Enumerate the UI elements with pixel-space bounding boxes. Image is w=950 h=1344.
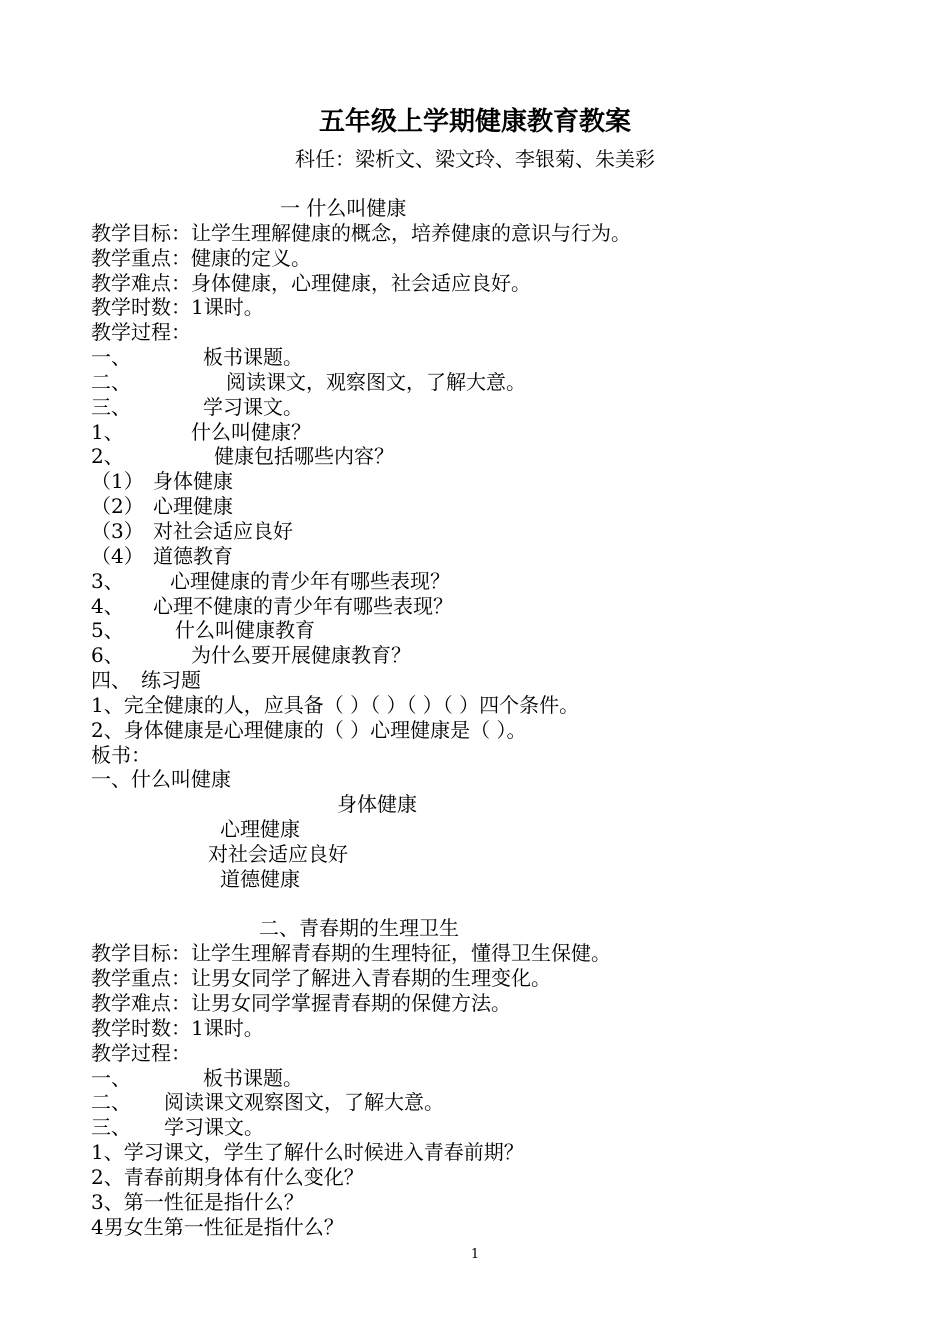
question-text: 心理不健康的青少年有哪些表现？ — [153, 593, 453, 618]
question-number: 3、 — [91, 568, 124, 593]
board-title: 一、什么叫健康 — [91, 767, 231, 792]
question-item: 3、第一性征是指什么？ — [91, 1189, 304, 1214]
question-item — [91, 420, 891, 445]
step-text: 阅读课文，观察图文，了解大意。 — [226, 369, 526, 394]
step-text: 板书课题。 — [203, 1065, 303, 1090]
process-step — [91, 395, 891, 420]
sub-item-text: 心理健康 — [153, 494, 233, 519]
question-text: 健康包括哪些内容？ — [214, 444, 394, 469]
process-step — [91, 345, 891, 370]
document-subtitle: 科任：梁析文、梁文玲、李银菊、朱美彩 — [295, 147, 655, 171]
step-text: 学习课文。 — [164, 1115, 264, 1140]
practice-label: 练习题 — [141, 668, 201, 693]
step-number: 一、 — [91, 1065, 131, 1090]
process-step — [91, 1115, 891, 1140]
board-item — [91, 817, 891, 842]
page-number: 1 — [470, 1247, 480, 1262]
sub-item-text: 道德教育 — [153, 543, 233, 568]
question-text: 为什么要开展健康教育？ — [191, 643, 411, 668]
question-number: 2、 — [91, 444, 124, 469]
question-item — [91, 569, 891, 594]
board-item-text: 心理健康 — [220, 817, 300, 842]
teaching-process-label: 教学过程： — [91, 320, 191, 345]
question-number: 6、 — [91, 643, 124, 668]
step-number: 一、 — [91, 345, 131, 370]
sub-item-number: （1） — [91, 469, 144, 494]
sub-item-number: （3） — [91, 518, 144, 543]
question-item — [91, 643, 891, 668]
step-text: 板书课题。 — [203, 345, 303, 370]
teaching-goal: 教学目标：让学生理解健康的概念，培养健康的意识与行为。 — [91, 220, 631, 245]
board-item — [91, 842, 891, 867]
teaching-goal: 教学目标：让学生理解青春期的生理特征，懂得卫生保健。 — [91, 941, 611, 966]
process-step — [91, 370, 891, 395]
board-item — [91, 867, 891, 892]
teaching-difficulty: 教学难点：让男女同学掌握青春期的保健方法。 — [91, 991, 511, 1015]
question-number: 4、 — [91, 593, 124, 618]
practice-number: 四、 — [91, 668, 131, 693]
question-item: 1、学习课文，学生了解什么时候进入青春前期？ — [91, 1140, 524, 1165]
question-number: 1、 — [91, 419, 124, 444]
sub-item-number: （4） — [91, 543, 144, 568]
sub-item — [91, 519, 891, 544]
step-number: 二、 — [91, 369, 131, 394]
board-item — [91, 792, 891, 817]
question-text: 什么叫健康教育 — [175, 618, 315, 643]
question-item — [91, 444, 891, 469]
practice-heading — [91, 668, 891, 693]
question-item: 2、青春前期身体有什么变化？ — [91, 1164, 364, 1189]
spacer — [91, 892, 891, 917]
teaching-key-point: 教学重点：让男女同学了解进入青春期的生理变化。 — [91, 966, 551, 991]
process-step — [91, 1090, 891, 1115]
section2-heading — [91, 916, 891, 941]
teaching-key-point: 教学重点：健康的定义。 — [91, 245, 311, 270]
document-title: 五年级上学期健康教育教案 — [318, 107, 631, 137]
step-number: 三、 — [91, 394, 131, 419]
question-number: 5、 — [91, 618, 124, 643]
section-heading-text: 一 什么叫健康 — [280, 196, 407, 220]
step-text: 阅读课文观察图文，了解大意。 — [164, 1090, 444, 1115]
sub-item — [91, 469, 891, 494]
sub-item-number: （2） — [91, 494, 144, 519]
question-text: 心理健康的青少年有哪些表现？ — [170, 568, 450, 593]
step-number: 二、 — [91, 1090, 131, 1115]
board-item-text: 道德健康 — [220, 866, 300, 891]
exercise-item: 1、完全健康的人，应具备（ ）（ ）（ ）（ ）四个条件。 — [91, 692, 580, 717]
question-item: 4男女生第一性征是指什么？ — [91, 1214, 344, 1239]
teaching-difficulty: 教学难点：身体健康，心理健康，社会适应良好。 — [91, 270, 531, 295]
teaching-process-label: 教学过程： — [91, 1040, 191, 1065]
sub-item — [91, 544, 891, 569]
sub-item-text: 对社会适应良好 — [153, 518, 293, 543]
sub-item — [91, 494, 891, 519]
question-text: 什么叫健康？ — [191, 419, 311, 444]
teaching-hours: 教学时数：1课时。 — [91, 295, 264, 320]
section1-heading — [91, 196, 891, 221]
question-item — [91, 594, 891, 619]
step-text: 学习课文。 — [203, 394, 303, 419]
sub-item-text: 身体健康 — [153, 469, 233, 494]
teaching-hours: 教学时数：1课时。 — [91, 1015, 264, 1040]
board-item-text: 身体健康 — [337, 792, 417, 817]
exercise-item: 2、身体健康是心理健康的（ ）心理健康是（ ）。 — [91, 717, 527, 742]
step-number: 三、 — [91, 1115, 131, 1140]
section-heading-text: 二、青春期的生理卫生 — [259, 916, 459, 941]
document-body — [91, 196, 891, 1239]
process-step — [91, 1066, 891, 1091]
board-item-text: 对社会适应良好 — [208, 841, 348, 866]
question-item — [91, 618, 891, 643]
board-label: 板书： — [91, 742, 151, 767]
